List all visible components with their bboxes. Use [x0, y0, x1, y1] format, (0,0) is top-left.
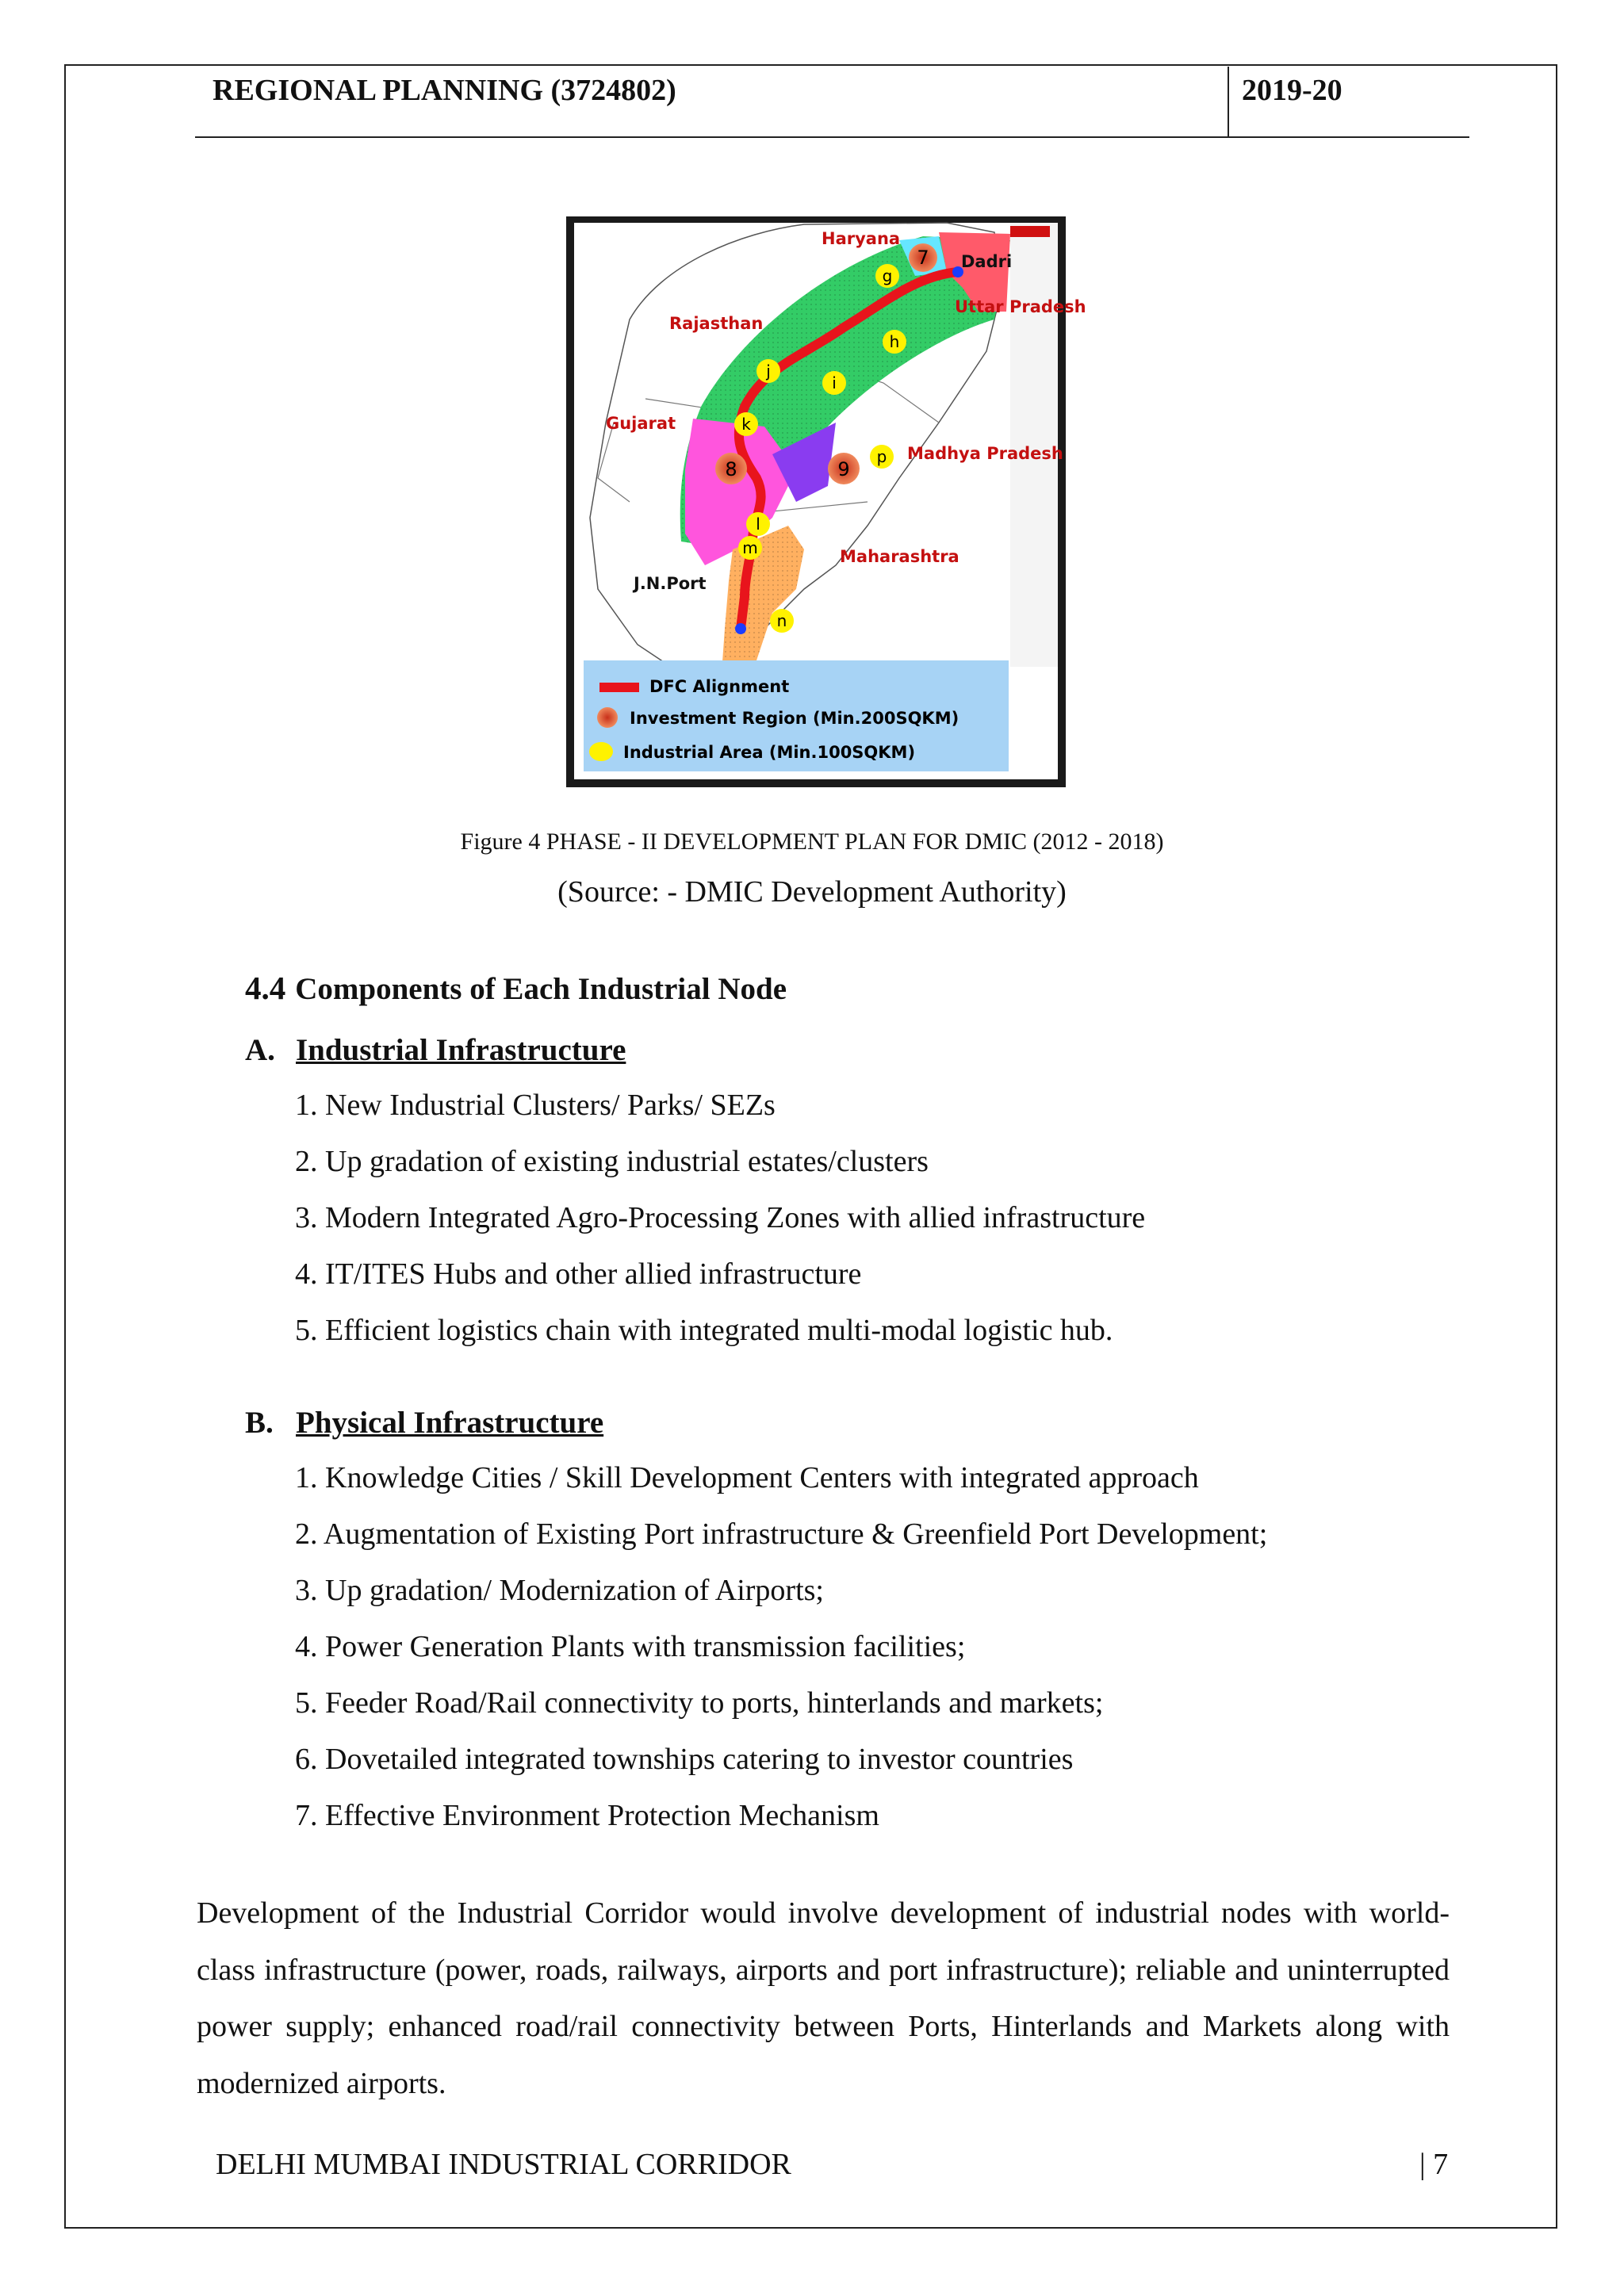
subsection-a-label: A.: [245, 1033, 275, 1067]
marker-i-label: i: [832, 373, 837, 392]
header-title: REGIONAL PLANNING (3724802): [213, 74, 676, 107]
subsection-a-title: Industrial Infrastructure: [296, 1033, 626, 1067]
legend-dfc-swatch: [599, 683, 639, 692]
list-item: 5. Feeder Road/Rail connectivity to ports, hinterlands and markets;: [295, 1686, 1104, 1720]
marker-k-label: k: [741, 415, 751, 434]
legend-investment-label: Investment Region (Min.200SQKM): [630, 709, 959, 728]
marker-g-label: g: [882, 266, 893, 285]
list-item: 7. Effective Environment Protection Mechanism: [295, 1799, 879, 1832]
legend-dfc-label: DFC Alignment: [649, 677, 790, 696]
section-number: 4.4: [245, 970, 286, 1006]
marker-h-label: h: [889, 332, 900, 351]
subsection-b-title: Physical Infrastructure: [296, 1406, 604, 1440]
list-item: 4. Power Generation Plants with transmission facilities;: [295, 1630, 966, 1663]
marker-j-label: j: [766, 362, 771, 381]
marker-m-label: m: [742, 538, 758, 557]
label-uttar-pradesh: Uttar Pradesh: [955, 297, 1086, 316]
list-item: 1. New Industrial Clusters/ Parks/ SEZs: [295, 1089, 776, 1122]
marker-n-label: n: [776, 611, 787, 630]
marker-9-label: 9: [837, 458, 850, 480]
list-item: 3. Up gradation/ Modernization of Airports;: [295, 1574, 824, 1607]
marker-l-label: l: [756, 515, 760, 534]
map-edge-mark: [1010, 226, 1050, 237]
marker-8-label: 8: [725, 458, 737, 480]
subsection-b-heading: [245, 1405, 603, 1441]
list-item: 1. Knowledge Cities / Skill Development Centers with integrated approach: [295, 1461, 1199, 1494]
marker-7-label: 7: [917, 247, 929, 269]
dmic-map-figure: [566, 216, 1086, 787]
list-item: 3. Modern Integrated Agro-Processing Zones with allied infrastructure: [295, 1201, 1146, 1234]
label-gujarat: Gujarat: [606, 414, 676, 433]
subsection-b-label: B.: [245, 1406, 274, 1440]
header-divider: [1228, 67, 1229, 138]
list-item: 2. Augmentation of Existing Port infrastructure & Greenfield Port Development;: [295, 1517, 1268, 1551]
figure-source: (Source: - DMIC Development Authority): [557, 875, 1067, 909]
legend-industrial-swatch: [589, 742, 613, 761]
label-jnport: J.N.Port: [634, 574, 707, 593]
section-heading: [245, 969, 787, 1007]
label-rajasthan: Rajasthan: [669, 314, 764, 333]
legend-investment-swatch: [597, 707, 618, 728]
footer-title: DELHI MUMBAI INDUSTRIAL CORRIDOR: [216, 2148, 791, 2181]
legend-industrial-label: Industrial Area (Min.100SQKM): [623, 743, 916, 762]
list-item: 6. Dovetailed integrated townships catering to investor countries: [295, 1743, 1074, 1776]
subsection-a-heading: [245, 1032, 626, 1068]
list-item: 4. IT/ITES Hubs and other allied infrastructure: [295, 1257, 862, 1291]
body-paragraph: Development of the Industrial Corridor would involve development of industrial nodes with world-class infrastructure (power, roads, railways, airports and port infrastructure); reliable and uninterrupted power supply; enhanced road/rail connectivity between Ports, Hinterlands and Markets along with modernized airports.: [197, 1896, 1450, 2100]
jnport-point: [735, 623, 746, 634]
header-year: 2019-20: [1242, 74, 1342, 107]
section-title: Components of Each Industrial Node: [295, 972, 787, 1006]
page-number: | 7: [1419, 2148, 1449, 2181]
label-haryana: Haryana: [822, 229, 901, 248]
list-item: 5. Efficient logistics chain with integrated multi-modal logistic hub.: [295, 1314, 1113, 1347]
figure-caption: Figure 4 PHASE - II DEVELOPMENT PLAN FOR DMIC (2012 - 2018): [460, 828, 1164, 855]
label-dadri: Dadri: [961, 252, 1013, 271]
list-item: 2. Up gradation of existing industrial estates/clusters: [295, 1145, 929, 1178]
marker-p-label: p: [876, 447, 887, 466]
header-rule: [195, 136, 1469, 138]
label-maharashtra: Maharashtra: [840, 547, 959, 566]
label-madhya-pradesh: Madhya Pradesh: [907, 444, 1063, 463]
